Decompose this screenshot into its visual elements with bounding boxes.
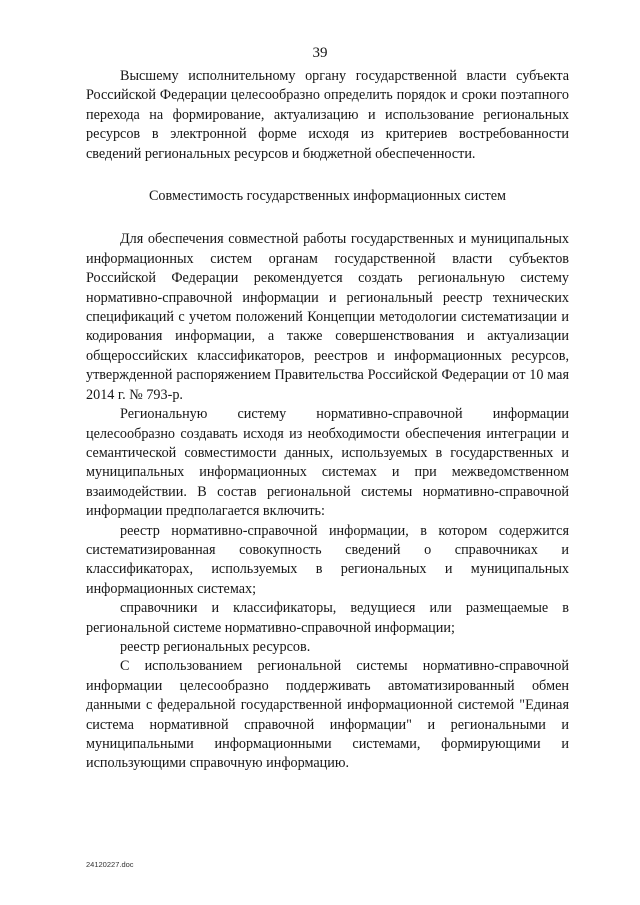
- list-item-registry: реестр нормативно-справочной информации, в котором содержится систематизированная совокупность сведений о справочниках и классификаторах, используемых в региональных и муниципальных информационных системах;: [86, 522, 569, 597]
- body-paragraph-1: Для обеспечения совместной работы государственных и муниципальных информационных систем органам государственной власти субъектов Российской Федерации рекомендуется создать региональную систему нормативно-справочной информации и региональный реестр технических спецификаций с учетом положений Концепции методологии систематизации и кодирования информации, а также совершенствования и актуализации общероссийских классификаторов, реестров и информационных ресурсов, утвержденной распоряжением Правительства Российской Федерации от 10 мая 2014 г. № 793-р.: [86, 231, 569, 403]
- page-number: 39: [312, 45, 328, 61]
- file-code: 24120227.doc: [86, 860, 134, 869]
- document-body: [86, 67, 569, 774]
- list-item-reference-books: справочники и классификаторы, ведущиеся или размещаемые в региональной системе нормативно-справочной информации;: [86, 600, 569, 636]
- body-paragraph-3: С использованием региональной системы нормативно-справочной информации целесообразно поддерживать автоматизированный обмен данными с федеральной государственной информационной системой "Единая система нормативной справочной информации" и региональными и муниципальными информационными системами, формирующими и использующими справочную информацию.: [86, 658, 569, 772]
- section-heading: Совместимость государственных информационных систем: [148, 188, 507, 205]
- body-paragraph-2: Региональную систему нормативно-справочной информации целесообразно создавать исходя из необходимости обеспечения интеграции и семантической совместимости данных, используемых в государственных и муниципальных информационных системах и при межведомственном взаимодействии. В состав региональной системы нормативно-справочной информации предполагается включить:: [86, 406, 569, 520]
- list-item-resources-registry: реестр региональных ресурсов.: [120, 638, 311, 655]
- intro-paragraph: Высшему исполнительному органу государственной власти субъекта Российской Федерации целесообразно определить порядок и сроки поэтапного перехода на формирование, актуализацию и использование региональных ресурсов в электронной форме исходя из критериев востребованности сведений региональных ресурсов и бюджетной обеспеченности.: [86, 68, 569, 162]
